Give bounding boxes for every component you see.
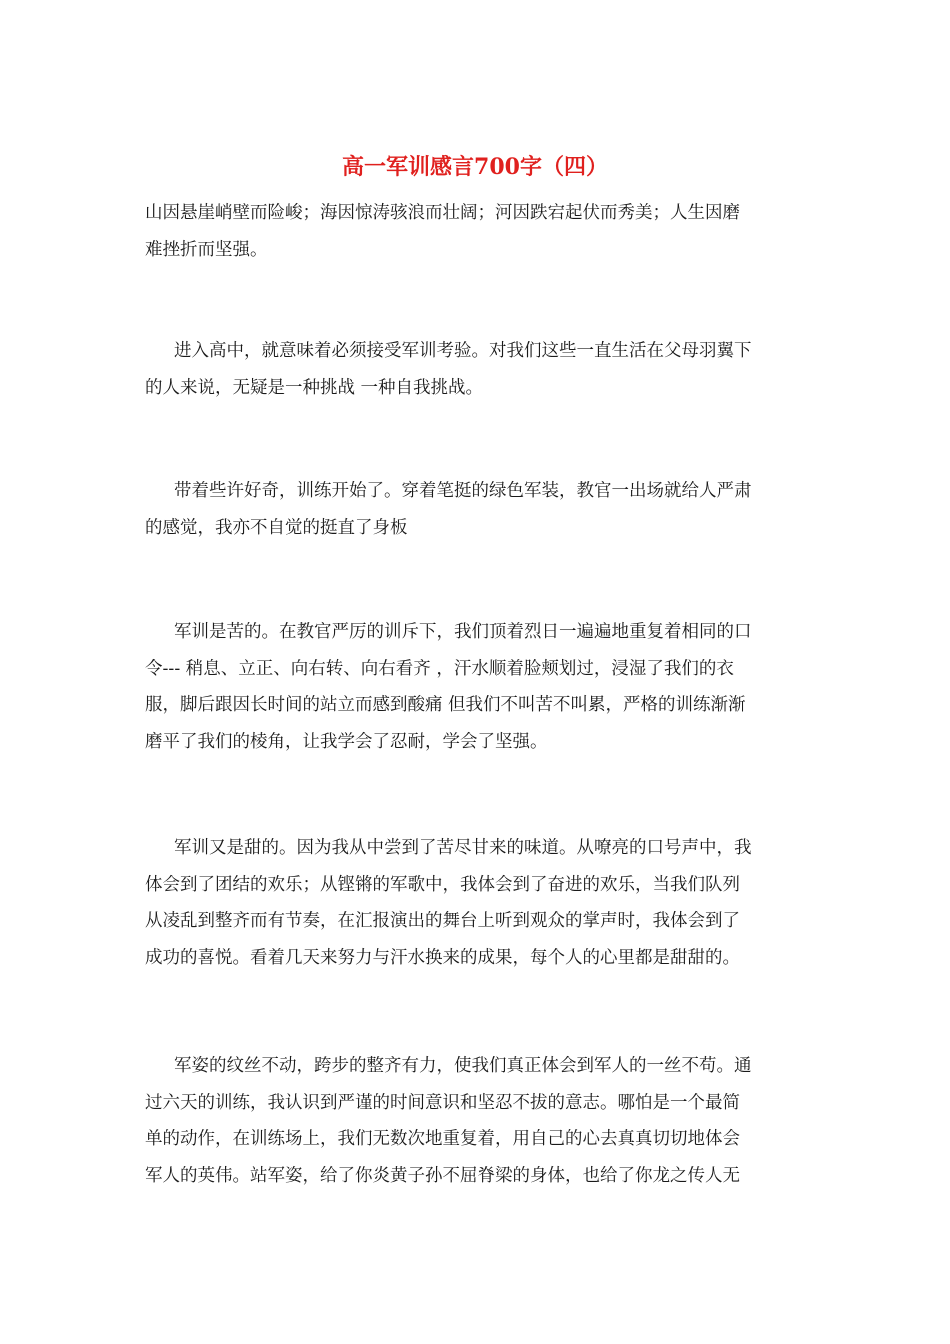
paragraph-line: 单的动作，在训练场上，我们无数次地重复着，用自己的心去真真切切地体会 <box>145 1129 740 1149</box>
document-title: 高一军训感言700字（四） <box>342 154 608 180</box>
paragraph-line: 难挫折而坚强。 <box>145 239 268 260</box>
paragraph-line: 从凌乱到整齐而有节奏，在汇报演出的舞台上听到观众的掌声时，我体会到了 <box>145 911 740 931</box>
paragraph-6 <box>145 1048 810 1194</box>
paragraph-line: 体会到了团结的欢乐；从铿锵的军歌中，我体会到了奋进的欢乐，当我们队列 <box>145 874 740 895</box>
paragraph-1 <box>145 195 810 268</box>
paragraph-line: 带着些许好奇，训练开始了。穿着笔挺的绿色军装，教官一出场就给人严肃 <box>174 481 752 501</box>
paragraph-line: 军训是苦的。在教官严厉的训斥下，我们顶着烈日一遍遍地重复着相同的口 <box>174 622 752 642</box>
paragraph-line: 军训又是甜的。因为我从中尝到了苦尽甘来的味道。从嘹亮的口号声中，我 <box>174 838 752 858</box>
paragraph-line: 的感觉，我亦不自觉的挺直了身板 <box>145 517 408 538</box>
paragraph-line: 山因悬崖峭壁而险峻；海因惊涛骇浪而壮阔；河因跌宕起伏而秀美；人生因磨 <box>145 203 740 223</box>
paragraph-line: 军姿的纹丝不动，跨步的整齐有力，使我们真正体会到军人的一丝不苟。通 <box>174 1056 752 1076</box>
paragraph-line: 的人来说，无疑是一种挑战 一种自我挑战。 <box>145 377 484 398</box>
paragraph-line: 成功的喜悦。看着几天来努力与汗水换来的成果，每个人的心里都是甜甜的。 <box>145 947 740 968</box>
paragraph-line: 服，脚后跟因长时间的站立而感到酸痛 但我们不叫苦不叫累，严格的训练渐渐 <box>145 695 746 715</box>
paragraph-2 <box>145 333 810 406</box>
paragraph-4 <box>145 614 810 760</box>
paragraph-3 <box>145 473 810 546</box>
paragraph-5 <box>145 830 810 976</box>
paragraph-line: 磨平了我们的棱角，让我学会了忍耐，学会了坚强。 <box>145 731 548 752</box>
paragraph-line: 令--- 稍息、立正、向右转、向右看齐 ，汗水顺着脸颊划过，浸湿了我们的衣 <box>145 658 734 679</box>
paragraph-line: 过六天的训练，我认识到严谨的时间意识和坚忍不拔的意志。哪怕是一个最简 <box>145 1092 740 1113</box>
paragraph-line: 军人的英伟。站军姿，给了你炎黄子孙不屈脊梁的身体，也给了你龙之传人无 <box>145 1165 740 1186</box>
paragraph-line: 进入高中，就意味着必须接受军训考验。对我们这些一直生活在父母羽翼下 <box>174 341 752 361</box>
